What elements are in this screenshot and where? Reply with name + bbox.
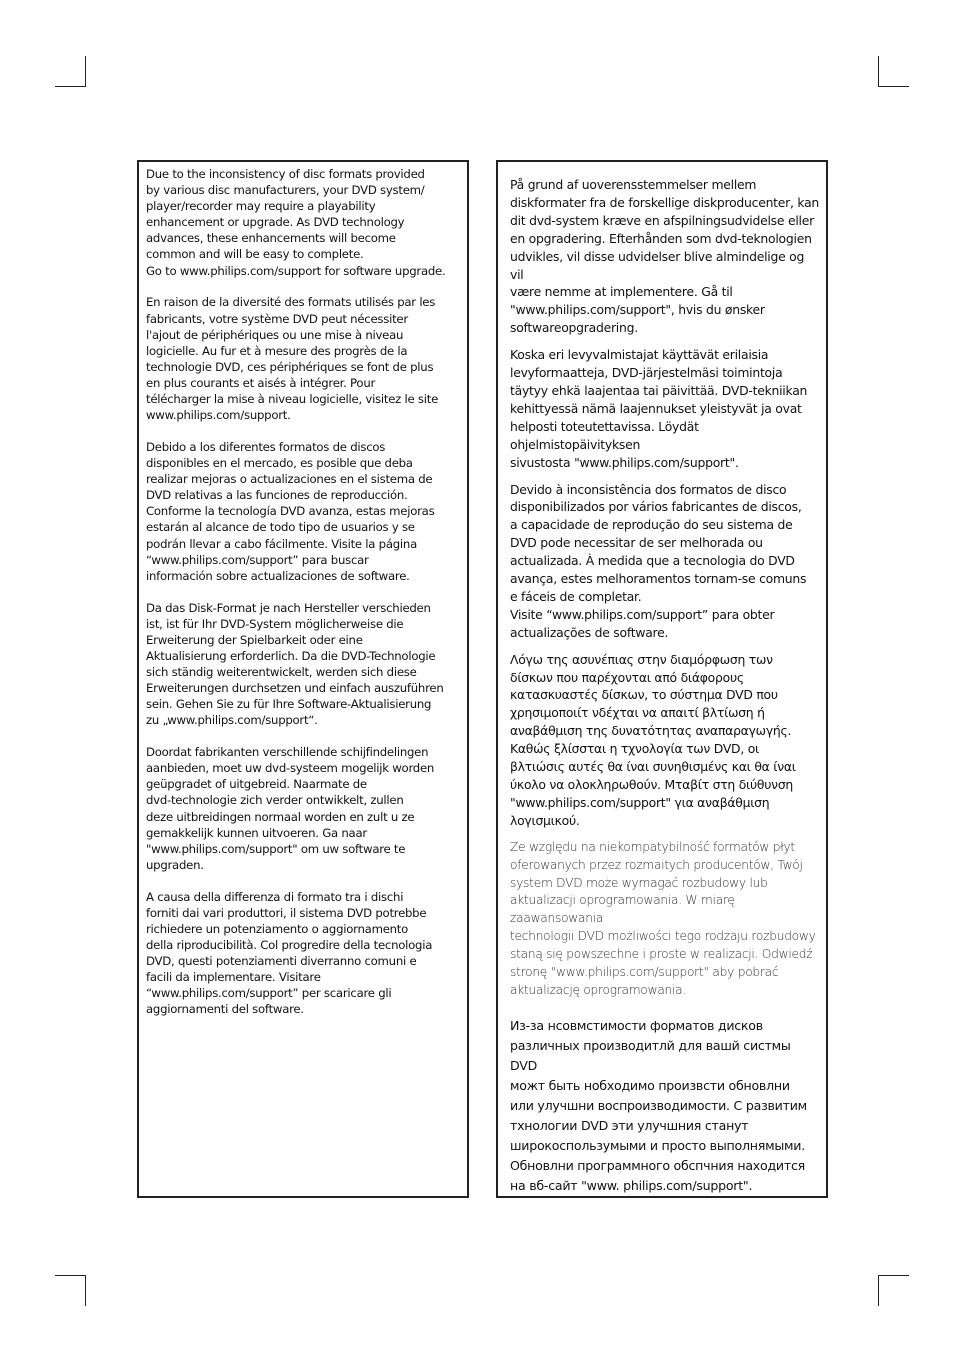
crop-mark-bottom-right-h [878, 1275, 909, 1276]
crop-mark-top-left-v [85, 56, 86, 87]
crop-mark-top-left-h [55, 86, 86, 87]
notice-portuguese: Devido à inconsistência dos formatos de disco disponibilizados por vários fabricantes de discos, a capacidade de reprodução do seu sistema de DVD pode necessitar de ser melhorada ou actualizada. À medida que a tecnologia do DVD avança, estes melhoramentos tornam-se comuns e fáceis de completar. Visite “www.philips.com/support” para obter actualizações de software. [510, 481, 807, 640]
notice-polish: Ze względu na niekompatybilność formatów płyt oferowanych przez rozmaitych producentów, Twój system DVD może wymagać rozbudowy lub aktualizacji oprogramowania. W miarę zaawansowania technologii DVD możliwości tego rodzaju rozbudowy staną się powszechne i proste w realizacji. Odwiedź stronę "www.philips.com/support" aby pobrać aktualizację oprogramowania. [510, 839, 816, 997]
left-notice-box [137, 160, 469, 1198]
notice-russian: Из-за нсовмстимости форматов дисков различных производитлй для вашй систмы DVD можт быть нобходимо произвсти обновлни или улучшни воспроизводимости. С развитим тхнологии DVD эти улучшния станут широкоспользумыми и просто выполнямыми. Обновлни программного обспчния находится на вб-сайт "www. philips.com/support". [510, 1017, 807, 1193]
notice-english: Due to the inconsistency of disc formats provided by various disc manufacturers, your DVD system/ player/recorder may require a playability enhancement or upgrade. As DVD technology advances, these enhancements will become common and will be easy to complete. Go to www.philips.com/support for software upgrade. [146, 167, 446, 278]
crop-mark-top-right-v [878, 56, 879, 87]
crop-mark-bottom-right-v [878, 1275, 879, 1306]
notice-italian: A causa della differenza di formato tra i dischi forniti dai vari produttori, il sistema DVD potrebbe richiedere un potenziamento o aggiornamento della riproducibilità. Col progredire della tecnologia DVD, questi potenziamenti diverranno comuni e facili da implementare. Visitare “www.philips.com/support” per scaricare gli aggiornamenti del software. [146, 889, 433, 1017]
notice-german: Da das Disk-Format je nach Hersteller verschieden ist, ist für Ihr DVD-System möglicherweise die Erweiterung der Spielbarkeit oder eine Aktualisierung erforderlich. Da die DVD-Technologie sich ständig weiterentwickelt, werden sich diese Erweiterungen durchsetzen und einfach auszuführen sein. Gehen Sie zu für Ihre Software-Aktualisierung zu „www.philips.com/support“. [146, 600, 444, 728]
crop-mark-top-right-h [878, 86, 909, 87]
crop-mark-bottom-left-v [85, 1275, 86, 1306]
notice-greek: Λόγω της ασυνέπιας στην διαμόρφωση των δίσκων που παρέχονται από διάφορους κατασκυαστές δίσκων, το σύστημα DVD που χρησιμοποιίτ νδέχται να απαιτί βλτίωση ή αναβάθμιση της δυνατότητας αναπαραγωγής. Καθώς ξλίσσται η τχνολογία των DVD, οι βλτιώσις αυτές θα ίναι συνηθισμένς και θα ίναι ύκολο να ολοκληρωθούν. Μταβίτ στη διύθυνση "www.philips.com/support" για αναβάθμιση λογισμικού. [510, 651, 796, 828]
notice-finnish: Koska eri levyvalmistajat käyttävät erilaisia levyformaatteja, DVD-järjestelmäsi toimintoja täytyy ehkä laajentaa tai päivittää. DVD-tekniikan kehittyessä nämä laajennukset yleistyvät ja ovat helposti toteutettavissa. Löydät ohjelmistopäivityksen sivustosta "www.philips.com/support". [510, 347, 808, 470]
right-notice-box [496, 160, 828, 1198]
notice-dutch: Doordat fabrikanten verschillende schijfindelingen aanbieden, moet uw dvd-systeem mogelijk worden geüpgradet of uitgebreid. Naarmate de dvd-technologie zich verder ontwikkelt, zullen deze uitbreidingen normaal worden en zult u ze gemakkelijk kunnen uitvoeren. Ga naar "www.philips.com/support" om uw software te upgraden. [146, 745, 435, 872]
notice-danish: På grund af uoverensstemmelser mellem diskformater fra de forskellige diskproducenter, kan dit dvd-system kræve en afspilningsudvidelse eller en opgradering. Efterhånden som dvd-teknologien udvikles, vil disse udvidelser blive almindelige og vil være nemme at implementere. Gå til "www.philips.com/support", hvis du ønsker softwareopgradering. [510, 177, 820, 336]
notice-french: En raison de la diversité des formats utilisés par les fabricants, votre système DVD peut nécessiter l'ajout de périphériques ou une mise à niveau logicielle. Au fur et à mesure des progrès de la technologie DVD, ces périphériques se font de plus en plus courants et aisés à intégrer. Pour télécharger la mise à niveau logicielle, visitez le site www.philips.com/support. [146, 295, 439, 423]
crop-mark-bottom-left-h [55, 1275, 86, 1276]
notice-spanish: Debido a los diferentes formatos de discos disponibles en el mercado, es posible que deba realizar mejoras o actualizaciones en el sistema de DVD relativas a las funciones de reproducción. Conforme la tecnología DVD avanza, estas mejoras estarán al alcance de todo tipo de usuarios y se podrán llevar a cabo fácilmente. Visite la página “www.philips.com/support” para buscar información sobre actualizaciones de software. [146, 440, 435, 583]
